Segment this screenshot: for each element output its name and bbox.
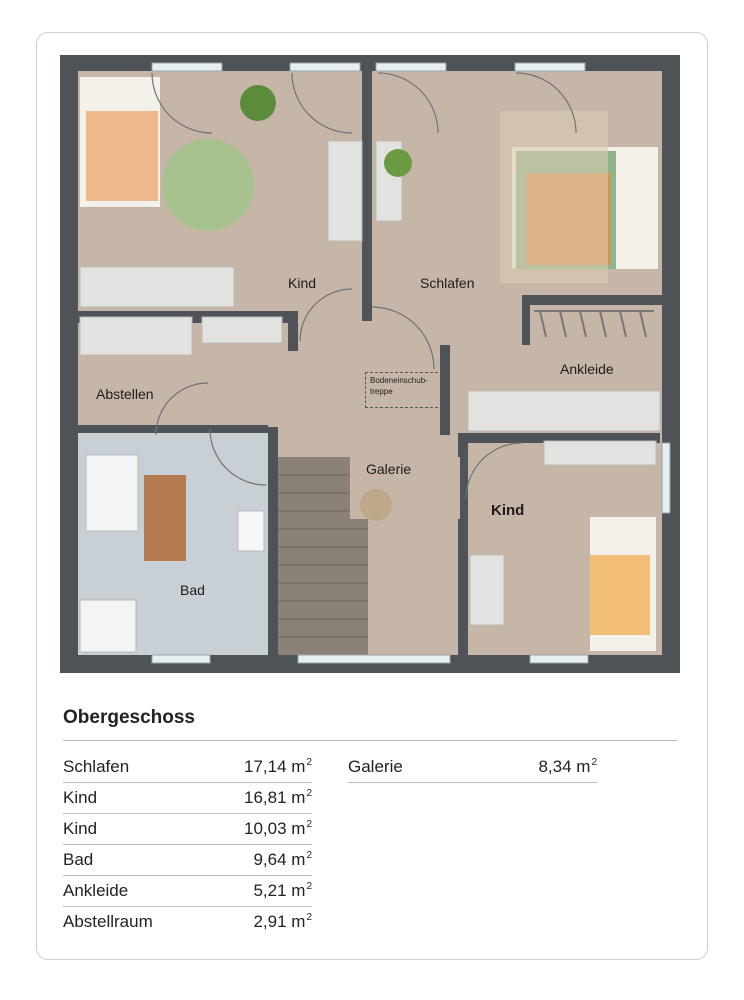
area-unit: m <box>291 757 306 776</box>
wall-abstellen-south <box>78 425 268 433</box>
bed-kind2-cover <box>590 555 650 635</box>
area-value: 16,81 <box>244 788 292 807</box>
wall-corridor-a <box>288 311 298 351</box>
area-unit: m <box>291 881 306 900</box>
wall-bad-east <box>268 427 278 655</box>
floor-plan <box>60 55 680 673</box>
area-unit: m <box>291 912 306 931</box>
room-label-kind-2: Kind <box>491 502 525 519</box>
room-area <box>253 912 312 932</box>
room-name: Ankleide <box>63 881 129 900</box>
floor-title: Obergeschoss <box>63 707 195 728</box>
room-name: Schlafen <box>63 757 130 776</box>
area-unit: m <box>291 788 306 807</box>
area-table-left <box>63 752 312 938</box>
area-unit: m <box>291 850 306 869</box>
rug-round <box>162 139 254 231</box>
room-label-abstellen: Abstellen <box>96 386 154 402</box>
room-area <box>244 819 312 839</box>
area-value: 5,21 <box>253 881 292 900</box>
plant-schlafen <box>384 149 412 177</box>
wall-kind-schlafen <box>362 71 372 321</box>
bed-kind-cover <box>86 111 158 201</box>
area-row <box>63 876 312 907</box>
title-divider <box>63 740 677 741</box>
room-area <box>253 881 312 901</box>
area-unit: m <box>576 757 591 776</box>
plant-galerie <box>360 489 392 521</box>
area-unit-exponent: 2 <box>306 850 312 861</box>
room-name: Kind <box>63 819 98 838</box>
bath-mat <box>144 475 186 561</box>
area-row <box>63 752 312 783</box>
area-value: 17,14 <box>244 757 292 776</box>
area-value: 2,91 <box>253 912 292 931</box>
wall-ankleide-west <box>522 295 530 345</box>
room-name: Galerie <box>348 757 403 776</box>
area-unit-exponent: 2 <box>306 881 312 892</box>
area-row <box>63 783 312 814</box>
area-row <box>63 907 312 938</box>
attic-ladder-note: Bodeneinschub-treppe <box>365 372 443 408</box>
area-unit-exponent: 2 <box>306 819 312 830</box>
room-area <box>538 757 597 777</box>
room-name: Abstellraum <box>63 912 153 931</box>
room-area <box>253 850 312 870</box>
area-value: 10,03 <box>244 819 292 838</box>
wall-ankleide-north <box>522 295 662 305</box>
room-label-ankleide: Ankleide <box>560 361 614 377</box>
area-unit-exponent: 2 <box>306 757 312 768</box>
area-unit-exponent: 2 <box>591 757 597 768</box>
room-label-kind-1: Kind <box>288 275 317 291</box>
rug-schlafen <box>500 111 608 283</box>
area-row <box>63 845 312 876</box>
area-unit-exponent: 2 <box>306 912 312 923</box>
area-unit: m <box>291 819 306 838</box>
room-name: Bad <box>63 850 94 869</box>
area-value: 9,64 <box>253 850 292 869</box>
room-label-schlafen: Schlafen <box>420 275 475 291</box>
room-label-galerie: Galerie <box>366 461 412 477</box>
room-name: Kind <box>63 788 98 807</box>
area-unit-exponent: 2 <box>306 788 312 799</box>
plant-kind <box>240 85 276 121</box>
room-label-bad: Bad <box>180 582 205 598</box>
area-row <box>348 752 597 783</box>
area-table-right <box>348 752 597 783</box>
area-value: 8,34 <box>538 757 577 776</box>
room-area <box>244 788 312 808</box>
room-area <box>244 757 312 777</box>
area-row <box>63 814 312 845</box>
